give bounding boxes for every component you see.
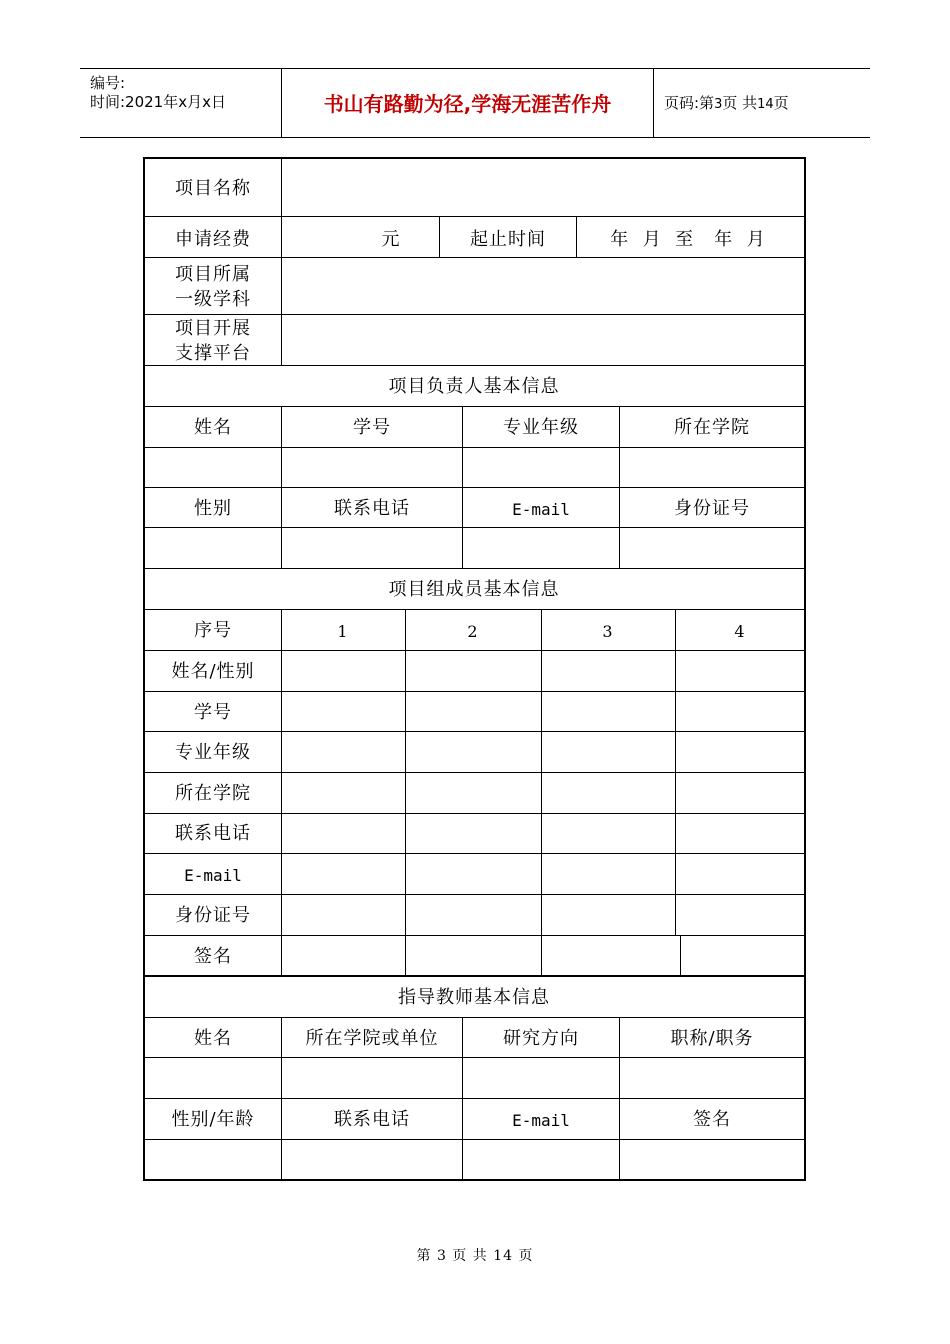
col-divider xyxy=(541,609,542,975)
project-name-label: 项目名称 xyxy=(175,178,251,199)
leader-header-name: 姓名 xyxy=(194,417,232,438)
leader-section-title: 项目负责人基本信息 xyxy=(388,376,560,397)
page-suffix: 页 xyxy=(773,94,789,112)
leader-header-email: E-mail xyxy=(512,500,570,519)
members-section-title: 项目组成员基本信息 xyxy=(388,579,560,600)
leader-header-id-card: 身份证号 xyxy=(674,498,750,519)
row-divider xyxy=(145,257,804,258)
document-number-label: 编号: xyxy=(90,74,126,92)
platform-label-line1: 项目开展 xyxy=(175,318,251,339)
advisor-header-unit: 所在学院或单位 xyxy=(305,1028,439,1049)
document-date-label: 时间:2021年x月x日 xyxy=(90,93,226,111)
leader-header-gender: 性别 xyxy=(194,498,232,519)
row-divider xyxy=(145,894,804,895)
member-row-signature: 签名 xyxy=(194,946,232,967)
col-divider xyxy=(576,216,577,257)
platform-label-line2: 支撑平台 xyxy=(175,343,251,364)
member-row-major: 专业年级 xyxy=(175,742,251,763)
member-row-student-id: 学号 xyxy=(194,702,232,723)
row-divider xyxy=(145,650,804,651)
row-divider xyxy=(145,813,804,814)
row-divider xyxy=(145,935,804,936)
page-total: 14 xyxy=(757,97,774,112)
col-divider xyxy=(680,935,681,975)
page-prefix: 页码:第 xyxy=(664,94,715,112)
advisor-header-phone: 联系电话 xyxy=(334,1109,410,1130)
row-divider xyxy=(145,1017,804,1018)
header-page-indicator xyxy=(664,69,789,137)
advisor-header-name: 姓名 xyxy=(194,1028,232,1049)
member-seq-4: 4 xyxy=(734,622,746,641)
col-divider xyxy=(462,406,463,568)
advisor-section-title: 指导教师基本信息 xyxy=(398,987,550,1008)
members-seq-label: 序号 xyxy=(194,620,232,641)
row-divider xyxy=(145,1098,804,1099)
discipline-label-line2: 一级学科 xyxy=(175,289,251,310)
col-divider xyxy=(281,1017,282,1181)
advisor-header-research: 研究方向 xyxy=(503,1028,579,1049)
member-row-id-card: 身份证号 xyxy=(175,905,251,926)
col-divider xyxy=(281,406,282,568)
col-divider xyxy=(462,1017,463,1181)
advisor-header-gender-age: 性别/年龄 xyxy=(171,1109,255,1130)
row-divider xyxy=(145,772,804,773)
header-motto: 书山有路勤为径,学海无涯苦作舟 xyxy=(282,69,654,137)
member-seq-1: 1 xyxy=(337,622,349,641)
row-divider xyxy=(145,1057,804,1058)
period-label: 起止时间 xyxy=(470,229,546,250)
col-divider xyxy=(405,609,406,975)
header-meta xyxy=(80,69,282,137)
advisor-header-email: E-mail xyxy=(512,1111,570,1130)
row-divider xyxy=(145,447,804,448)
member-row-phone: 联系电话 xyxy=(175,823,251,844)
member-row-email: E-mail xyxy=(184,866,242,885)
page-mid: 页 共 xyxy=(722,94,758,112)
member-row-name-gender: 姓名/性别 xyxy=(171,661,255,682)
row-divider xyxy=(145,314,804,315)
row-divider xyxy=(145,975,804,977)
row-divider xyxy=(145,731,804,732)
leader-header-major: 专业年级 xyxy=(503,417,579,438)
member-seq-2: 2 xyxy=(467,622,479,641)
member-row-college: 所在学院 xyxy=(175,783,251,804)
leader-header-phone: 联系电话 xyxy=(334,498,410,519)
application-form xyxy=(143,157,806,1181)
member-seq-3: 3 xyxy=(602,622,614,641)
row-divider xyxy=(145,853,804,854)
advisor-header-signature: 签名 xyxy=(693,1109,731,1130)
leader-header-college: 所在学院 xyxy=(674,417,750,438)
col-divider xyxy=(439,216,440,257)
advisor-header-title: 职称/职务 xyxy=(670,1028,754,1049)
page-number: 3 xyxy=(714,97,723,112)
period-value: 年 月 至 年 月 xyxy=(610,229,766,250)
row-divider xyxy=(145,609,804,610)
col-divider xyxy=(619,406,620,568)
row-divider xyxy=(145,406,804,407)
label-column-divider xyxy=(281,159,282,365)
row-divider xyxy=(145,527,804,528)
platform-label xyxy=(175,316,251,366)
row-divider xyxy=(145,568,804,569)
discipline-label xyxy=(175,262,251,312)
leader-header-student-id: 学号 xyxy=(353,417,391,438)
row-divider xyxy=(145,1139,804,1140)
row-divider xyxy=(145,691,804,692)
col-divider xyxy=(675,609,676,935)
row-divider xyxy=(145,487,804,488)
funding-label: 申请经费 xyxy=(175,229,251,250)
discipline-label-line1: 项目所属 xyxy=(175,264,251,285)
col-divider xyxy=(619,1017,620,1181)
row-divider xyxy=(145,216,804,217)
page-header xyxy=(80,68,870,138)
funding-unit: 元 xyxy=(381,229,401,250)
page-footer: 第 3 页 共 14 页 xyxy=(416,1248,534,1264)
col-divider xyxy=(281,609,282,975)
